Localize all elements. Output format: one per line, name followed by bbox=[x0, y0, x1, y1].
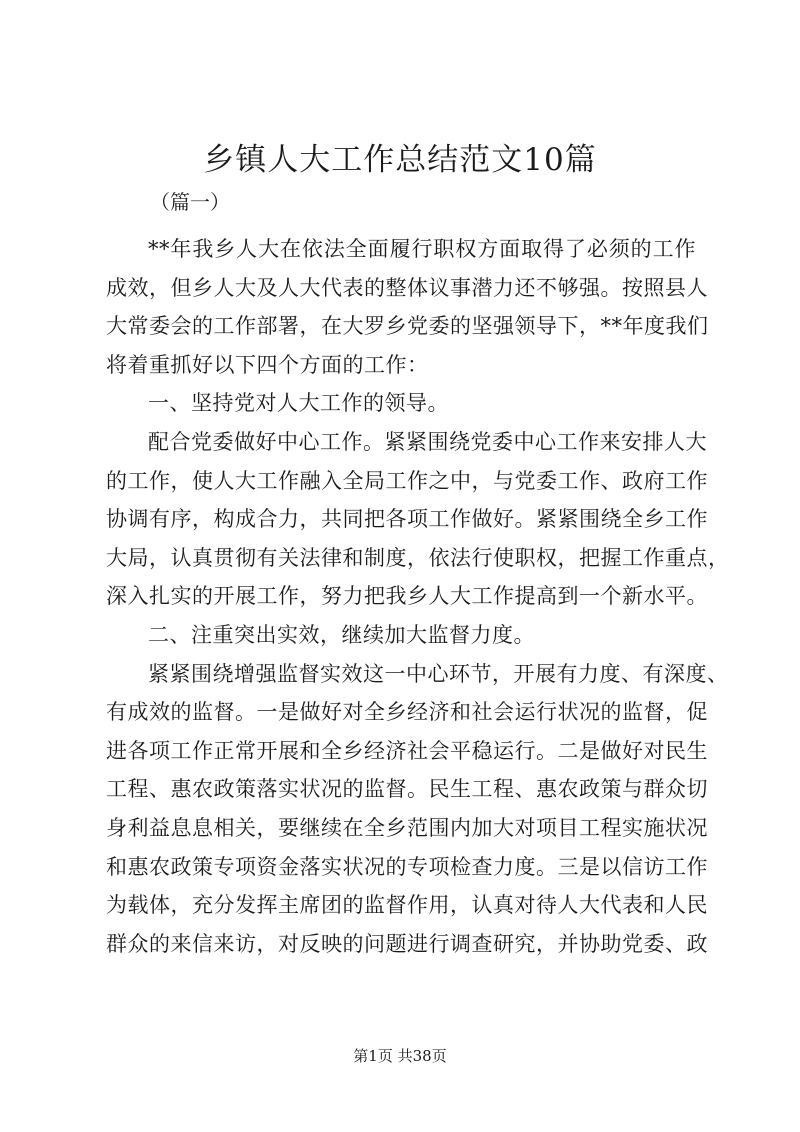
text-line: 进各项工作正常开展和全乡经济社会平稳运行。二是做好对民生 bbox=[106, 738, 708, 763]
text-line: 一、坚持党对人大工作的领导。 bbox=[148, 391, 449, 416]
text-line: 协调有序，构成合力，共同把各项工作做好。紧紧围绕全乡工作 bbox=[106, 507, 708, 532]
text-line: 将着重抓好以下四个方面的工作： bbox=[106, 352, 429, 377]
text-line: 二、注重突出实效，继续加大监督力度。 bbox=[148, 622, 535, 647]
text-line: 配合党委做好中心工作。紧紧围绕党委中心工作来安排人大 bbox=[148, 429, 707, 454]
page-footer: 第1页 共38页 bbox=[353, 1047, 447, 1065]
text-line: 工程、惠农政策落实状况的监督。民生工程、惠农政策与群众切 bbox=[106, 777, 708, 802]
text-line: 大局，认真贯彻有关法律和制度，依法行使职权，把握工作重点， bbox=[106, 545, 730, 570]
text-line: **年我乡人大在依法全面履行职权方面取得了必须的工作 bbox=[148, 237, 696, 261]
text-line: 成效，但乡人大及人大代表的整体议事潜力还不够强。按照县人 bbox=[106, 275, 708, 300]
document-body bbox=[106, 230, 730, 963]
text-line: 和惠农政策专项资金落实状况的专项检查力度。三是以信访工作 bbox=[106, 854, 708, 879]
text-line: 大常委会的工作部署，在大罗乡党委的坚强领导下，**年度我们 bbox=[106, 314, 709, 339]
text-line: 的工作，使人大工作融入全局工作之中，与党委工作、政府工作 bbox=[106, 468, 708, 493]
text-line: 有成效的监督。一是做好对全乡经济和社会运行状况的监督，促 bbox=[106, 700, 708, 725]
section-heading: （篇一） bbox=[150, 190, 230, 214]
text-line: 身利益息息相关，要继续在全乡范围内加大对项目工程实施状况 bbox=[106, 815, 708, 840]
text-line: 为载体，充分发挥主席团的监督作用，认真对待人大代表和人民 bbox=[106, 893, 708, 918]
text-line: 深入扎实的开展工作，努力把我乡人大工作提高到一个新水平。 bbox=[106, 584, 708, 609]
document-title: 乡镇人大工作总结范文10篇 bbox=[203, 142, 597, 178]
text-line: 群众的来信来访，对反映的问题进行调查研究，并协助党委、政 bbox=[106, 931, 708, 956]
text-line: 紧紧围绕增强监督实效这一中心环节，开展有力度、有深度、 bbox=[148, 661, 729, 686]
